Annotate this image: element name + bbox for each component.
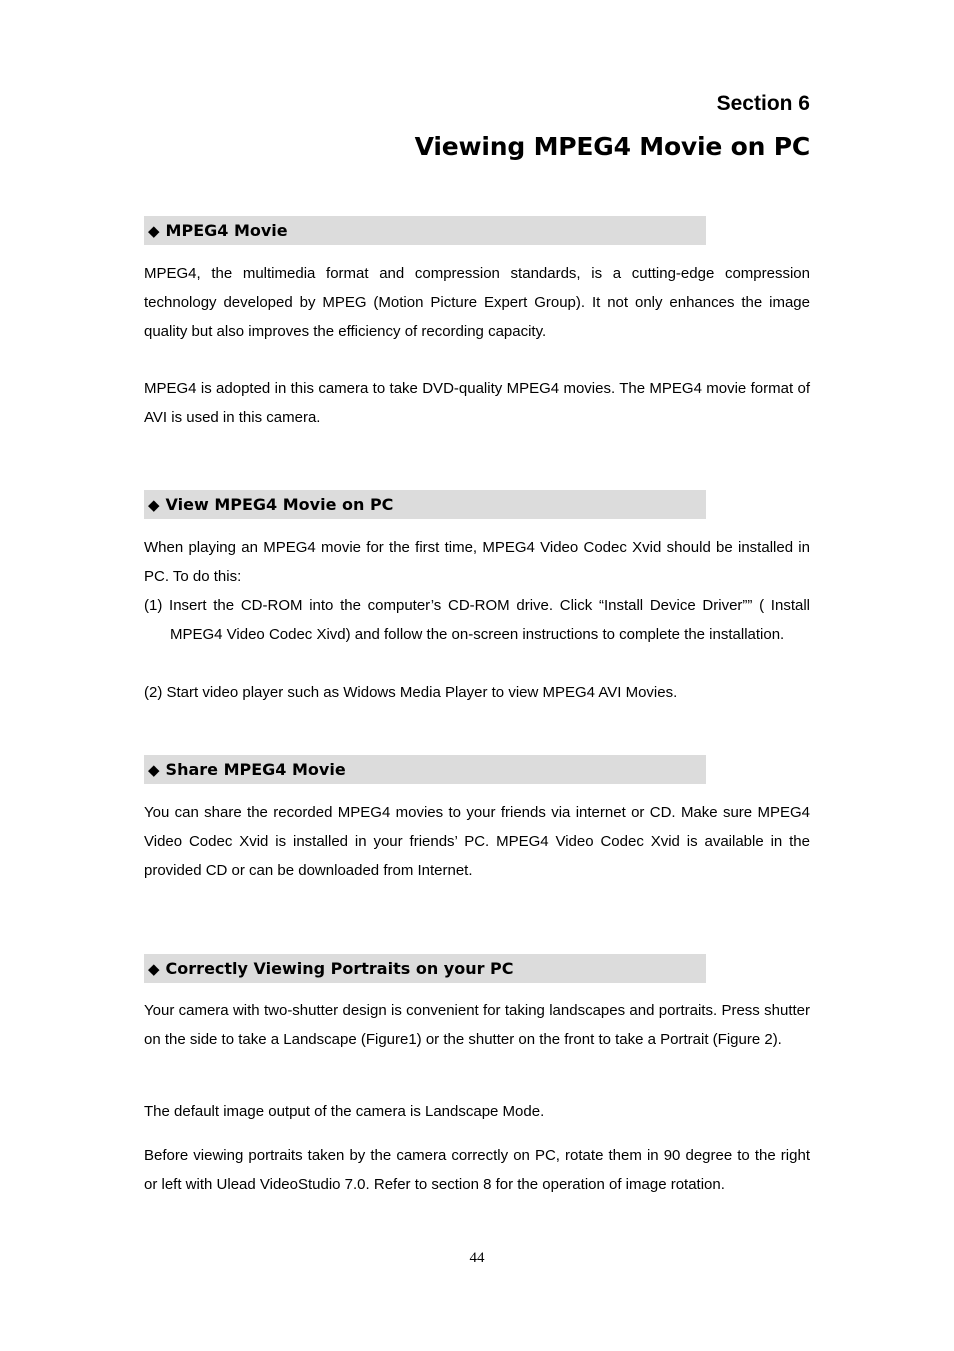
- section-heading-label: View MPEG4 Movie on PC: [165, 495, 394, 514]
- paragraph: Your camera with two-shutter design is convenient for taking landscapes and portraits. Press shutter on the side to take a Landscape (Figure1) or the shutter on the front to take a Portrait (Figure 2).: [144, 1002, 810, 1048]
- diamond-bullet-icon: ◆: [148, 221, 160, 240]
- section-heading-label: MPEG4 Movie: [165, 221, 288, 240]
- page-number: 44: [469, 1250, 485, 1266]
- paragraph: Before viewing portraits taken by the camera correctly on PC, rotate them in 90 degree to the right or left with Ulead VideoStudio 7.0. Refer to section 8 for the operation of image rotation.: [144, 1147, 810, 1193]
- list-item: (1) Insert the CD-ROM into the computer’s CD-ROM drive. Click “Install Device Driver”” ( Install MPEG4 Video Codec Xivd) and follow the on-screen instructions to complete the installation.: [144, 597, 810, 643]
- diamond-bullet-icon: ◆: [148, 760, 160, 779]
- section-heading-label: Correctly Viewing Portraits on your PC: [165, 959, 514, 978]
- paragraph: MPEG4, the multimedia format and compression standards, is a cutting-edge compression technology developed by MPEG (Motion Picture Expert Group). It not only enhances the image quality but also improves the efficiency of recording capacity.: [144, 265, 810, 340]
- section-heading-label: Share MPEG4 Movie: [165, 760, 346, 779]
- paragraph: The default image output of the camera is Landscape Mode.: [144, 1103, 545, 1120]
- section-heading-view-mpeg4: [144, 490, 706, 519]
- list-item: (2) Start video player such as Widows Media Player to view MPEG4 AVI Movies.: [144, 684, 678, 701]
- page-title: Viewing MPEG4 Movie on PC: [414, 132, 810, 161]
- section-heading-share-mpeg4: [144, 755, 706, 784]
- paragraph: MPEG4 is adopted in this camera to take DVD-quality MPEG4 movies. The MPEG4 movie format of AVI is used in this camera.: [144, 380, 810, 426]
- diamond-bullet-icon: ◆: [148, 495, 160, 514]
- section-heading-mpeg4-movie: [144, 216, 706, 245]
- diamond-bullet-icon: ◆: [148, 959, 160, 978]
- paragraph: When playing an MPEG4 movie for the first time, MPEG4 Video Codec Xvid should be installed in PC. To do this:: [144, 539, 810, 585]
- paragraph: You can share the recorded MPEG4 movies to your friends via internet or CD. Make sure MPEG4 Video Codec Xvid is installed in your friends’ PC. MPEG4 Video Codec Xvid is available in the provided CD or can be downloaded from Internet.: [144, 804, 810, 879]
- section-heading-portraits: [144, 954, 706, 983]
- section-label: Section 6: [716, 92, 810, 115]
